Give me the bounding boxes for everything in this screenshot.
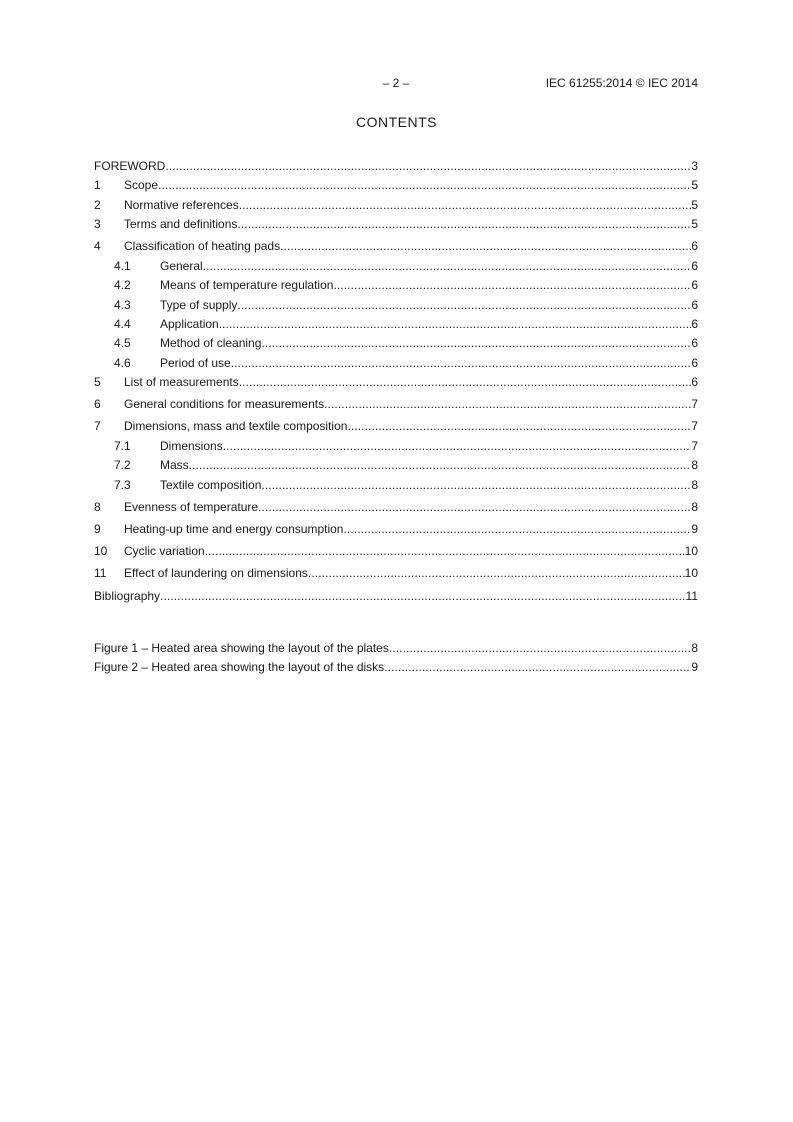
figure-entry-title: Figure 2 – Heated area showing the layout of the disks <box>94 660 385 675</box>
toc-entry-page: 10 <box>684 544 698 559</box>
toc-entry-number: 7 <box>94 419 101 434</box>
toc-entry-page: 6 <box>691 239 698 254</box>
toc-entry[interactable] <box>94 587 698 606</box>
toc-entry-number: 10 <box>94 544 108 559</box>
toc-entry-page: 8 <box>691 477 698 492</box>
toc-entry-page: 3 <box>691 159 698 173</box>
toc-entry-page: 8 <box>691 458 698 473</box>
toc-entry-number: 5 <box>94 375 101 390</box>
toc-entry-number: 7.3 <box>114 477 131 492</box>
toc-entry-title: List of measurements <box>124 375 239 390</box>
toc-entry[interactable] <box>94 520 698 539</box>
toc-entry-title: Heating-up time and energy consumption <box>124 522 344 537</box>
toc-entry[interactable] <box>94 315 698 334</box>
toc-entry-page: 6 <box>691 375 698 390</box>
toc-entry[interactable] <box>94 542 698 561</box>
toc-entry[interactable] <box>94 157 698 176</box>
toc-entry-title: Scope <box>124 178 159 193</box>
toc-entry-page: 5 <box>691 178 698 193</box>
dot-leader <box>223 437 692 456</box>
dot-leader <box>347 417 691 436</box>
figure-entry-title: Figure 1 – Heated area showing the layout of the plates <box>94 641 389 655</box>
toc-entry-page: 10 <box>684 566 698 581</box>
page-header <box>94 76 698 92</box>
list-of-figures <box>94 639 698 678</box>
toc-entry[interactable] <box>94 417 698 436</box>
dot-leader <box>165 157 691 176</box>
dot-leader <box>237 215 691 234</box>
page-number: – 2 – <box>382 76 410 90</box>
toc-entry-title: General <box>160 258 203 273</box>
toc-entry-title: Effect of laundering on dimensions <box>124 566 308 581</box>
toc-entry-number: 7.2 <box>114 458 131 473</box>
toc-entry-number: 9 <box>94 522 101 537</box>
toc-entry-number: 11 <box>94 566 107 581</box>
toc-entry-title: Evenness of temperature <box>124 499 259 514</box>
toc-entry-title: Type of supply <box>160 297 238 312</box>
toc-entry-number: 4.2 <box>114 278 131 293</box>
toc-entry-title: Means of temperature regulation <box>160 278 334 293</box>
toc-entry-number: 7.1 <box>114 438 131 453</box>
toc-entry-title: General conditions for measurements <box>124 397 325 412</box>
figure-entry[interactable] <box>94 639 698 658</box>
toc-entry[interactable] <box>94 334 698 353</box>
toc-entry-title: Dimensions, mass and textile composition <box>124 419 348 434</box>
toc-entry-title: Period of use <box>160 355 231 370</box>
dot-leader <box>343 520 691 539</box>
figure-entry-page: 8 <box>691 641 698 655</box>
dot-leader <box>261 476 691 495</box>
dot-leader <box>261 334 691 353</box>
toc-entry[interactable] <box>94 276 698 295</box>
toc-entry-number: 1 <box>94 178 101 193</box>
toc-entry-number: 4.4 <box>114 316 131 331</box>
toc-entry-title: Mass <box>160 458 189 473</box>
toc-entry[interactable] <box>94 498 698 517</box>
dot-leader <box>324 395 691 414</box>
toc-entry[interactable] <box>94 564 698 583</box>
toc-entry-page: 5 <box>691 217 698 232</box>
toc-entry[interactable] <box>94 354 698 373</box>
toc-entry[interactable] <box>94 296 698 315</box>
toc-entry-page: 8 <box>691 499 698 514</box>
toc-entry-page: 7 <box>691 397 698 412</box>
dot-leader <box>384 658 691 677</box>
dot-leader <box>308 564 685 583</box>
toc-entry-number: 4.3 <box>114 297 131 312</box>
toc-entry-page: 5 <box>691 197 698 212</box>
dot-leader <box>333 276 691 295</box>
dot-leader <box>237 296 691 315</box>
toc-entry-page: 9 <box>691 522 698 537</box>
toc-entry[interactable] <box>94 257 698 276</box>
toc-entry-title: Dimensions <box>160 438 223 453</box>
toc-entry-number: 6 <box>94 397 101 412</box>
toc-entry[interactable] <box>94 196 698 215</box>
toc-entry-number: 4.1 <box>114 258 131 273</box>
toc-entry-number: 4.5 <box>114 336 131 351</box>
table-of-contents <box>94 157 698 606</box>
toc-entry[interactable] <box>94 237 698 256</box>
toc-entry-page: 6 <box>691 297 698 312</box>
dot-leader <box>231 354 692 373</box>
figure-entry[interactable] <box>94 658 698 677</box>
toc-entry-number: 8 <box>94 499 101 514</box>
toc-entry-page: 6 <box>691 258 698 273</box>
toc-entry-title: Method of cleaning <box>160 336 262 351</box>
toc-entry-title: Normative references <box>124 197 239 212</box>
toc-entry-number: 2 <box>94 197 101 212</box>
document-reference: IEC 61255:2014 © IEC 2014 <box>545 76 698 90</box>
toc-entry-title: Textile composition <box>160 477 262 492</box>
toc-entry[interactable] <box>94 215 698 234</box>
figure-entry-page: 9 <box>691 660 698 675</box>
toc-entry-title: Terms and definitions <box>124 217 238 232</box>
toc-entry[interactable] <box>94 437 698 456</box>
toc-entry-number: 4.6 <box>114 355 131 370</box>
contents-heading: CONTENTS <box>356 114 437 130</box>
dot-leader <box>203 257 692 276</box>
toc-entry[interactable] <box>94 395 698 414</box>
toc-entry-title: Cyclic variation <box>124 544 205 559</box>
dot-leader <box>189 456 692 475</box>
toc-entry[interactable] <box>94 176 698 195</box>
toc-entry-page: 11 <box>685 588 698 603</box>
toc-entry-page: 6 <box>691 336 698 351</box>
toc-entry-page: 6 <box>691 278 698 293</box>
toc-entry-title: Classification of heating pads <box>124 239 281 254</box>
dot-leader <box>205 542 685 561</box>
toc-entry-number: 3 <box>94 217 101 232</box>
dot-leader <box>158 176 691 195</box>
toc-entry[interactable] <box>94 373 698 392</box>
toc-entry-title: Bibliography <box>94 588 161 603</box>
dot-leader <box>239 373 692 392</box>
dot-leader <box>258 498 691 517</box>
dot-leader <box>219 315 692 334</box>
toc-entry-page: 6 <box>691 316 698 331</box>
toc-entry-page: 7 <box>691 438 698 453</box>
toc-entry[interactable] <box>94 456 698 475</box>
toc-entry-title: Application <box>160 316 219 331</box>
toc-entry[interactable] <box>94 476 698 495</box>
dot-leader <box>239 196 692 215</box>
dot-leader <box>280 237 691 256</box>
dot-leader <box>389 639 691 658</box>
toc-entry-page: 7 <box>691 419 698 434</box>
toc-entry-number: 4 <box>94 239 101 254</box>
dot-leader <box>160 587 685 606</box>
toc-entry-page: 6 <box>691 355 698 370</box>
toc-entry-title: FOREWORD <box>94 159 166 173</box>
